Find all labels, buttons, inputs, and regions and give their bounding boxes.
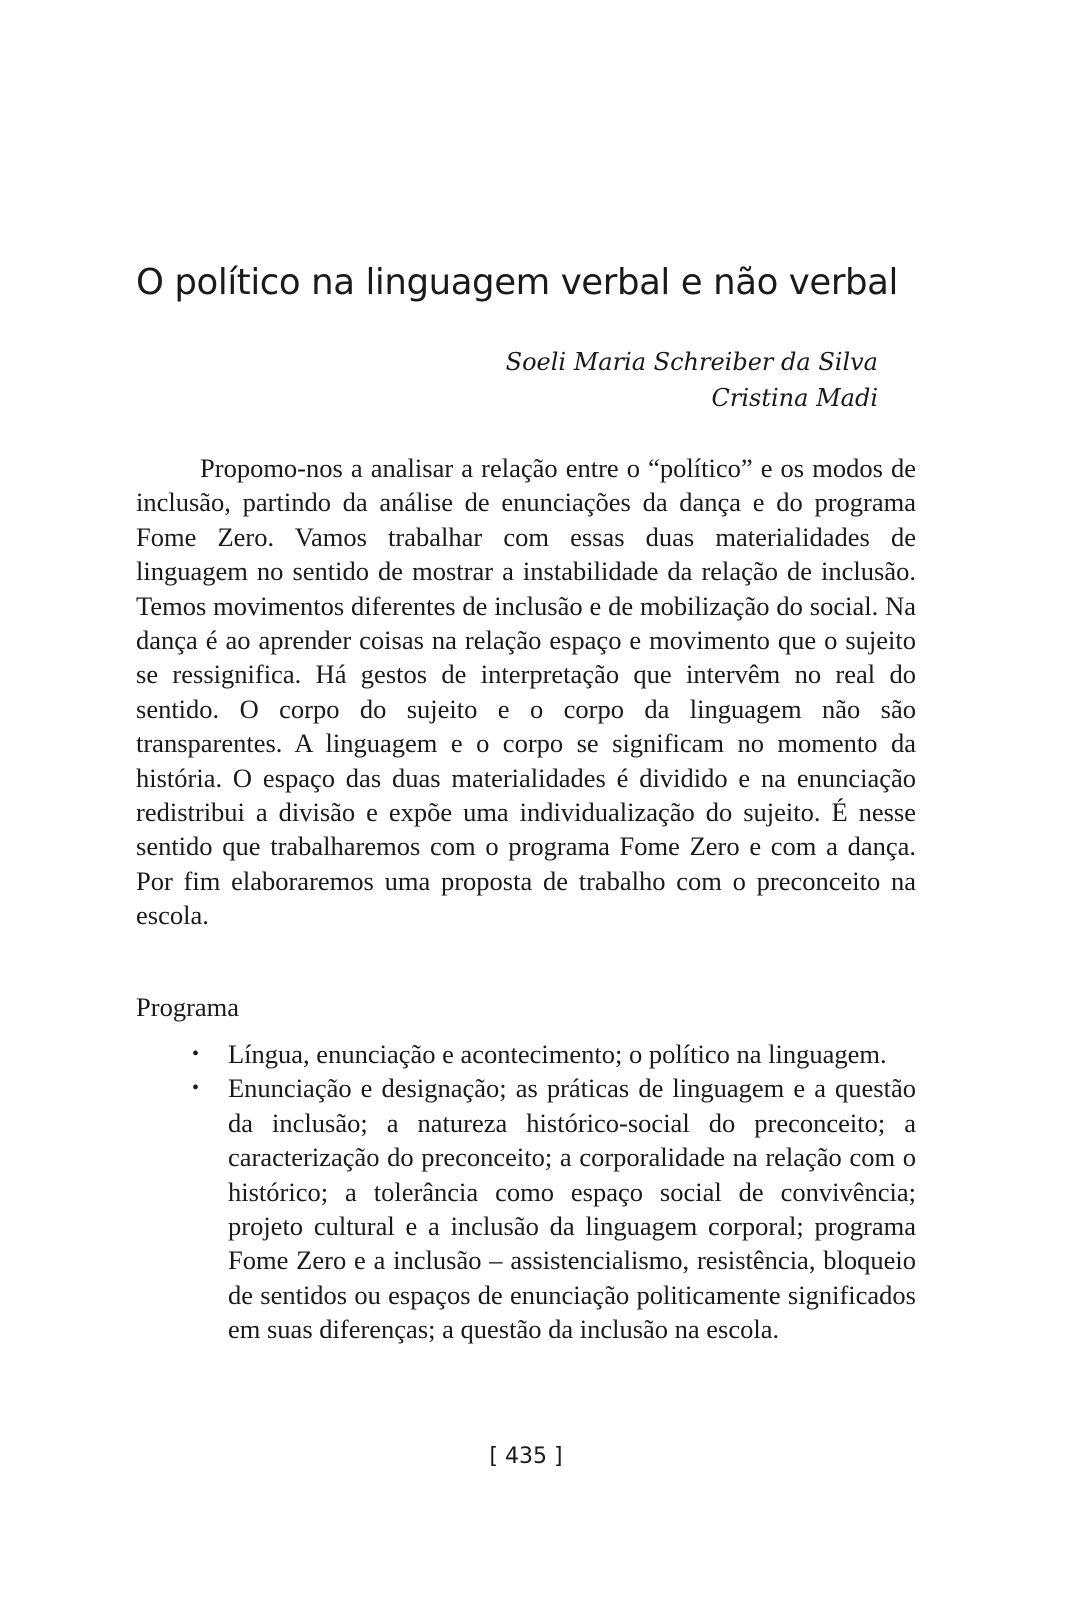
bullet-icon: • (192, 1043, 200, 1065)
program-list-item (192, 1037, 916, 1071)
author-name: Cristina Madi (711, 384, 878, 412)
author-block (506, 344, 878, 416)
book-page (136, 0, 916, 1600)
program-heading: Programa (136, 992, 240, 1022)
program-list (192, 1037, 916, 1347)
author-name: Soeli Maria Schreiber da Silva (505, 348, 878, 376)
abstract-paragraph: Propomo-nos a analisar a relação entre o “político” e os modos de inclusão, partindo da análise de enunciações da dança e do programa Fome Zero. Vamos trabalhar com essas duas materialidades de linguagem no sentido de mostrar a instabilidade da relação de inclusão. Temos movimentos diferentes de inclusão e de mobilização do social. Na dança é ao aprender coisas na relação espaço e movimento que o sujeito se ressignifica. Há gestos de interpretação que intervêm no real do sentido. O corpo do sujeito e o corpo da linguagem não são transparentes. A linguagem e o corpo se significam no momento da história. O espaço das duas materialidades é dividido e na enunciação redistribui a divisão e expõe uma individualização do sujeito. É nesse sentido que trabalharemos com o programa Fome Zero e com a dança. Por fim elaboraremos uma proposta de trabalho com o preconceito na escola. (136, 453, 916, 931)
bullet-icon: • (192, 1077, 200, 1100)
program-list-item (192, 1071, 916, 1346)
page-number: [ 435 ] (489, 1444, 563, 1469)
chapter-title: O político na linguagem verbal e não verbal (136, 262, 898, 303)
program-item-text: Enunciação e designação; as práticas de linguagem e a questão da inclusão; a natureza histórico-social do preconceito; a caracterização do preconceito; a corporalidade na relação com o histórico; a tolerância como espaço social de convivência; projeto cultural e a inclusão da linguagem corporal; programa Fome Zero e a inclusão – assistencialismo, resistência, bloqueio de sentidos ou espaços de enunciação politicamente significados em suas diferenças; a questão da inclusão na escola. (228, 1073, 916, 1345)
program-item-text: Língua, enunciação e acontecimento; o político na linguagem. (228, 1039, 887, 1069)
